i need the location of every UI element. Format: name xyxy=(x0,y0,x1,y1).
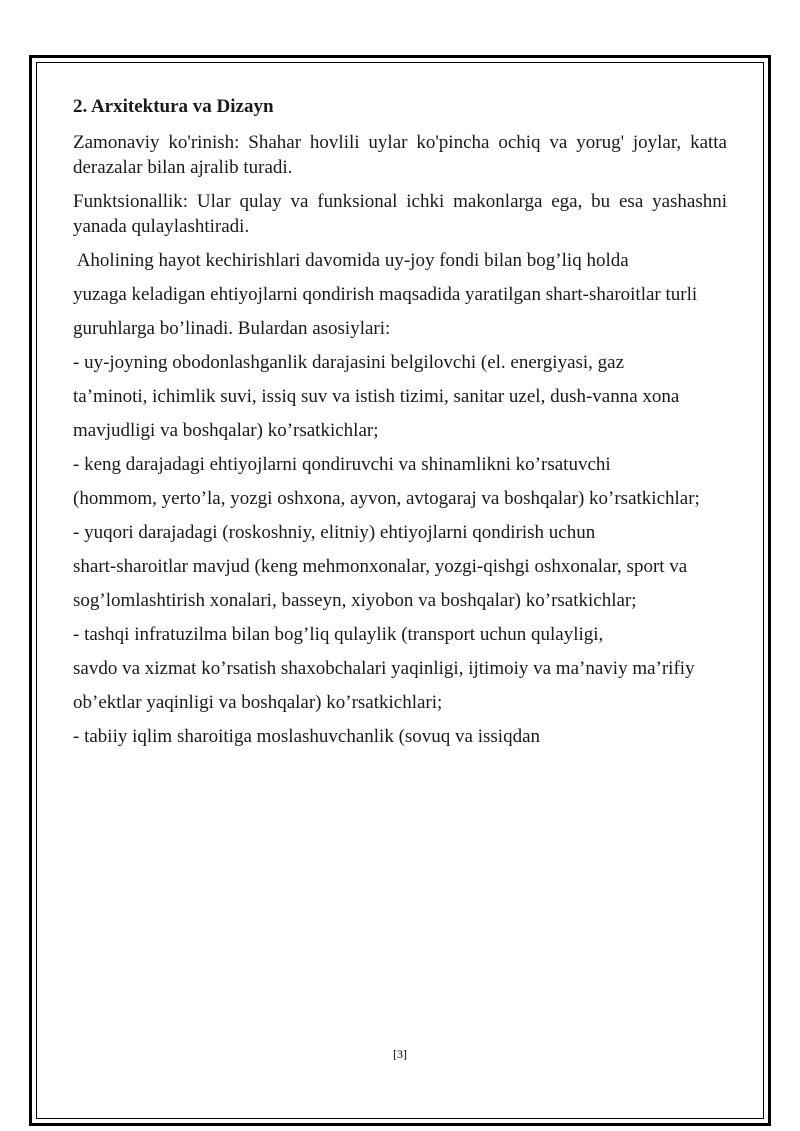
paragraph: guruhlarga bo’linadi. Bulardan asosiylari: xyxy=(73,318,391,339)
paragraph: Funktsionallik: Ular qulay va funksional ichki makonlarga ega, bu esa yashashni yanada qulaylashtiradi. xyxy=(73,191,727,237)
paragraph: (hommom, yerto’la, yozgi oshxona, ayvon, avtogaraj va boshqalar) ko’rsatkichlar; xyxy=(73,488,700,509)
list-item: - keng darajadagi ehtiyojlarni qondiruvchi va shinamlikni ko’rsatuvchi xyxy=(73,454,611,475)
list-item: - tabiiy iqlim sharoitiga moslashuvchanlik (sovuq va issiqdan xyxy=(73,726,541,747)
document-body xyxy=(73,94,727,749)
list-item: - uy-joyning obodonlashganlik darajasini belgilovchi (el. energiyasi, gaz xyxy=(73,352,625,373)
paragraph: yuzaga keladigan ehtiyojlarni qondirish maqsadida yaratilgan shart-sharoitlar turli xyxy=(73,284,698,305)
paragraph: ta’minoti, ichimlik suvi, issiq suv va istish tizimi, sanitar uzel, dush-vanna xona xyxy=(73,386,680,407)
list-item: - yuqori darajadagi (roskoshniy, elitniy) ehtiyojlarni qondirish uchun xyxy=(73,522,596,543)
page-number: [3] xyxy=(393,1047,407,1061)
paragraph: ob’ektlar yaqinligi va boshqalar) ko’rsatkichlari; xyxy=(73,692,443,713)
list-item: - tashqi infratuzilma bilan bog’liq qulaylik (transport uchun qulayligi, xyxy=(73,624,604,645)
paragraph: savdo va xizmat ko’rsatish shaxobchalari yaqinligi, ijtimoiy va ma’naviy ma’rifiy xyxy=(73,658,695,679)
paragraph: Aholining hayot kechirishlari davomida uy-joy fondi bilan bog’liq holda xyxy=(73,250,629,271)
section-heading: 2. Arxitektura va Dizayn xyxy=(73,96,274,117)
paragraph: shart-sharoitlar mavjud (keng mehmonxonalar, yozgi-qishgi oshxonalar, sport va xyxy=(73,556,688,577)
paragraph: Zamonaviy ko'rinish: Shahar hovlili uylar ko'pincha ochiq va yorug' joylar, katta derazalar bilan ajralib turadi. xyxy=(73,132,727,178)
paragraph: sog’lomlashtirish xonalari, basseyn, xiyobon va boshqalar) ko’rsatkichlar; xyxy=(73,590,637,611)
paragraph: mavjudligi va boshqalar) ko’rsatkichlar; xyxy=(73,420,379,441)
